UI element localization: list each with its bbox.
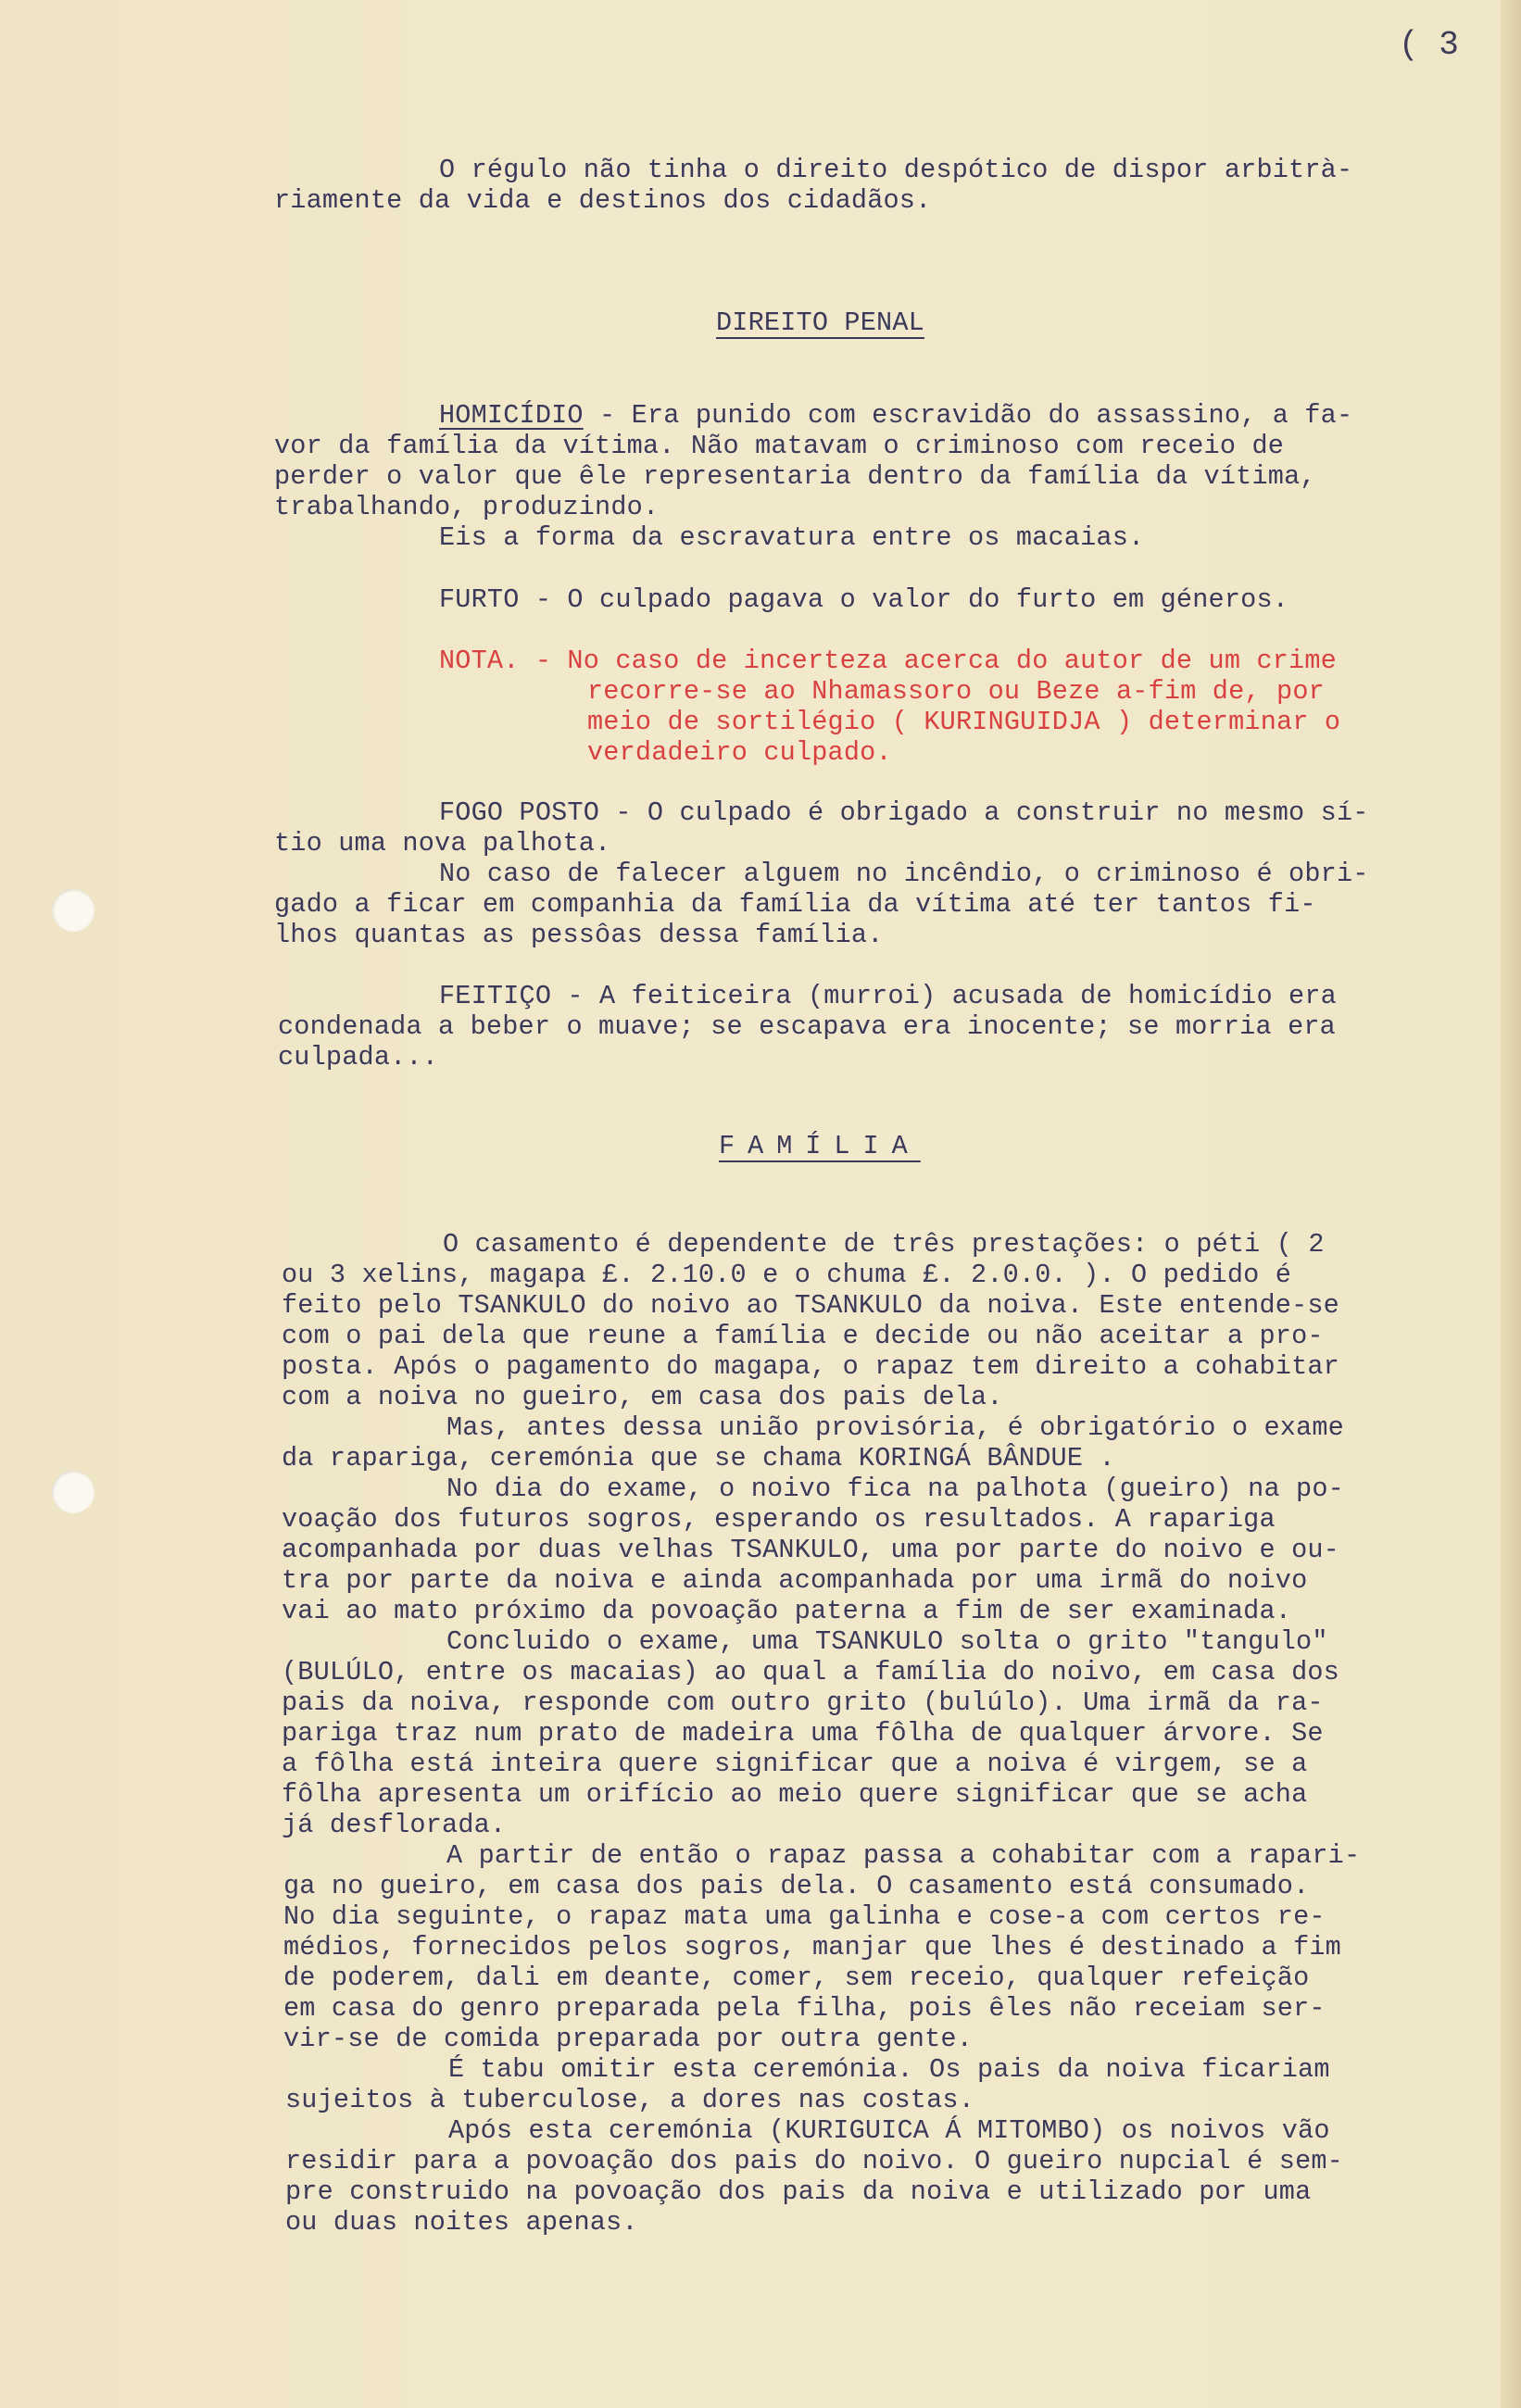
homicidio-line: trabalhando, produzindo. <box>274 492 660 522</box>
feitico-line: culpada... <box>278 1042 439 1072</box>
familia-line: voação dos futuros sogros, esperando os resultados. A rapariga <box>282 1504 1276 1535</box>
section-title-direito-penal: DIREITO PENAL <box>716 307 924 338</box>
familia-line: de poderem, dali em deante, comer, sem receio, qualquer refeição <box>283 1963 1310 1993</box>
fogo-posto-line: tio uma nova palhota. <box>274 828 611 859</box>
familia-line: com o pai dela que reune a família e decide ou não aceitar a pro- <box>282 1321 1324 1351</box>
familia-line: Mas, antes dessa união provisória, é obrigatório o exame <box>446 1412 1344 1443</box>
familia-line: ga no gueiro, em casa dos pais dela. O casamento está consumado. <box>283 1871 1310 1901</box>
familia-line: No dia seguinte, o rapaz mata uma galinha e cose-a com certos re- <box>283 1901 1326 1932</box>
section-title-familia: FAMÍLIA <box>719 1131 921 1161</box>
homicidio-line: HOMICÍDIO - Era punido com escravidão do assassino, a fa- <box>439 400 1353 431</box>
familia-line: acompanhada por duas velhas TSANKULO, uma por parte do noivo e ou- <box>282 1535 1339 1565</box>
fogo-posto-line: FOGO POSTO - O culpado é obrigado a construir no mesmo sí- <box>439 797 1369 828</box>
familia-line: ou 3 xelins, magapa £. 2.10.0 e o chuma £. 2.0.0. ). O pedido é <box>282 1260 1292 1290</box>
nota-line: meio de sortilégio ( KURINGUIDJA ) determinar o <box>587 707 1341 737</box>
nota-line: NOTA. - No caso de incerteza acerca do autor de um crime <box>439 646 1337 676</box>
familia-line: O casamento é dependente de três prestações: o péti ( 2 <box>443 1229 1325 1260</box>
familia-line: ou duas noites apenas. <box>285 2207 638 2238</box>
familia-line: No dia do exame, o noivo fica na palhota (gueiro) na po- <box>446 1474 1344 1504</box>
familia-line: pre construido na povoação dos pais da noiva e utilizado por uma <box>285 2176 1312 2207</box>
homicidio-line: vor da família da vítima. Não matavam o criminoso com receio de <box>274 431 1285 461</box>
familia-line: (BULÚLO, entre os macaias) ao qual a família do noivo, em casa dos <box>282 1657 1339 1687</box>
fogo-posto-line: lhos quantas as pessôas dessa família. <box>274 920 884 950</box>
fogo-posto-line: gado a ficar em companhia da família da vítima até ter tantos fi- <box>274 889 1316 920</box>
feitico-line: FEITIÇO - A feiticeira (murroi) acusada de homicídio era <box>439 981 1337 1011</box>
familia-line: Após esta ceremónia (KURIGUICA Á MITOMBO) os noivos vão <box>448 2115 1330 2146</box>
familia-line: Concluido o exame, uma TSANKULO solta o grito "tangulo" <box>446 1626 1328 1657</box>
nota-line: verdadeiro culpado. <box>587 737 892 768</box>
homicidio-line: Eis a forma da escravatura entre os macaias. <box>439 522 1145 553</box>
intro-line: riamente da vida e destinos dos cidadãos. <box>274 185 932 216</box>
familia-line: com a noiva no gueiro, em casa dos pais dela. <box>282 1382 1003 1412</box>
familia-line: feito pelo TSANKULO do noivo ao TSANKULO da noiva. Este entende-se <box>282 1290 1339 1321</box>
feitico-line: condenada a beber o muave; se escapava era inocente; se morria era <box>278 1011 1336 1042</box>
homicidio-term: HOMICÍDIO <box>439 400 584 431</box>
familia-line: pais da noiva, responde com outro grito (bulúlo). Uma irmã da ra- <box>282 1687 1324 1718</box>
familia-line: pariga traz num prato de madeira uma fôlha de qualquer árvore. Se <box>282 1718 1324 1749</box>
familia-line: fôlha apresenta um orifício ao meio quere significar que se acha <box>282 1779 1308 1810</box>
familia-line: vai ao mato próximo da povoação paterna a fim de ser examinada. <box>282 1596 1292 1626</box>
intro-line: O régulo não tinha o direito despótico de dispor arbitrà- <box>439 155 1353 185</box>
familia-line: residir para a povoação dos pais do noivo. O gueiro nupcial é sem- <box>285 2146 1343 2176</box>
nota-line: recorre-se ao Nhamassoro ou Beze a-fim de, por <box>587 676 1325 707</box>
page-number: ( 3 <box>1399 26 1459 64</box>
familia-line: A partir de então o rapaz passa a cohabitar com a rapari- <box>446 1840 1361 1871</box>
familia-line: tra por parte da noiva e ainda acompanhada por uma irmã do noivo <box>282 1565 1308 1596</box>
fogo-posto-line: No caso de falecer alguem no incêndio, o criminoso é obri- <box>439 859 1369 889</box>
furto-line: FURTO - O culpado pagava o valor do furto em géneros. <box>439 584 1289 615</box>
familia-line: em casa do genro preparada pela filha, pois êles não receiam ser- <box>283 1993 1326 2024</box>
familia-line: a fôlha está inteira quere significar que a noiva é virgem, se a <box>282 1749 1308 1779</box>
familia-line: posta. Após o pagamento do magapa, o rapaz tem direito a cohabitar <box>282 1351 1339 1382</box>
familia-line: sujeitos à tuberculose, a dores nas costas. <box>285 2085 975 2115</box>
familia-line: da rapariga, ceremónia que se chama KORINGÁ BÂNDUE . <box>282 1443 1115 1474</box>
familia-line: vir-se de comida preparada por outra gente. <box>283 2024 974 2054</box>
familia-line: É tabu omitir esta ceremónia. Os pais da noiva ficariam <box>448 2054 1330 2085</box>
homicidio-line: perder o valor que êle representaria dentro da família da vítima, <box>274 461 1316 492</box>
familia-line: já desflorada. <box>282 1810 507 1840</box>
familia-line: médios, fornecidos pelos sogros, manjar que lhes é destinado a fim <box>283 1932 1341 1963</box>
